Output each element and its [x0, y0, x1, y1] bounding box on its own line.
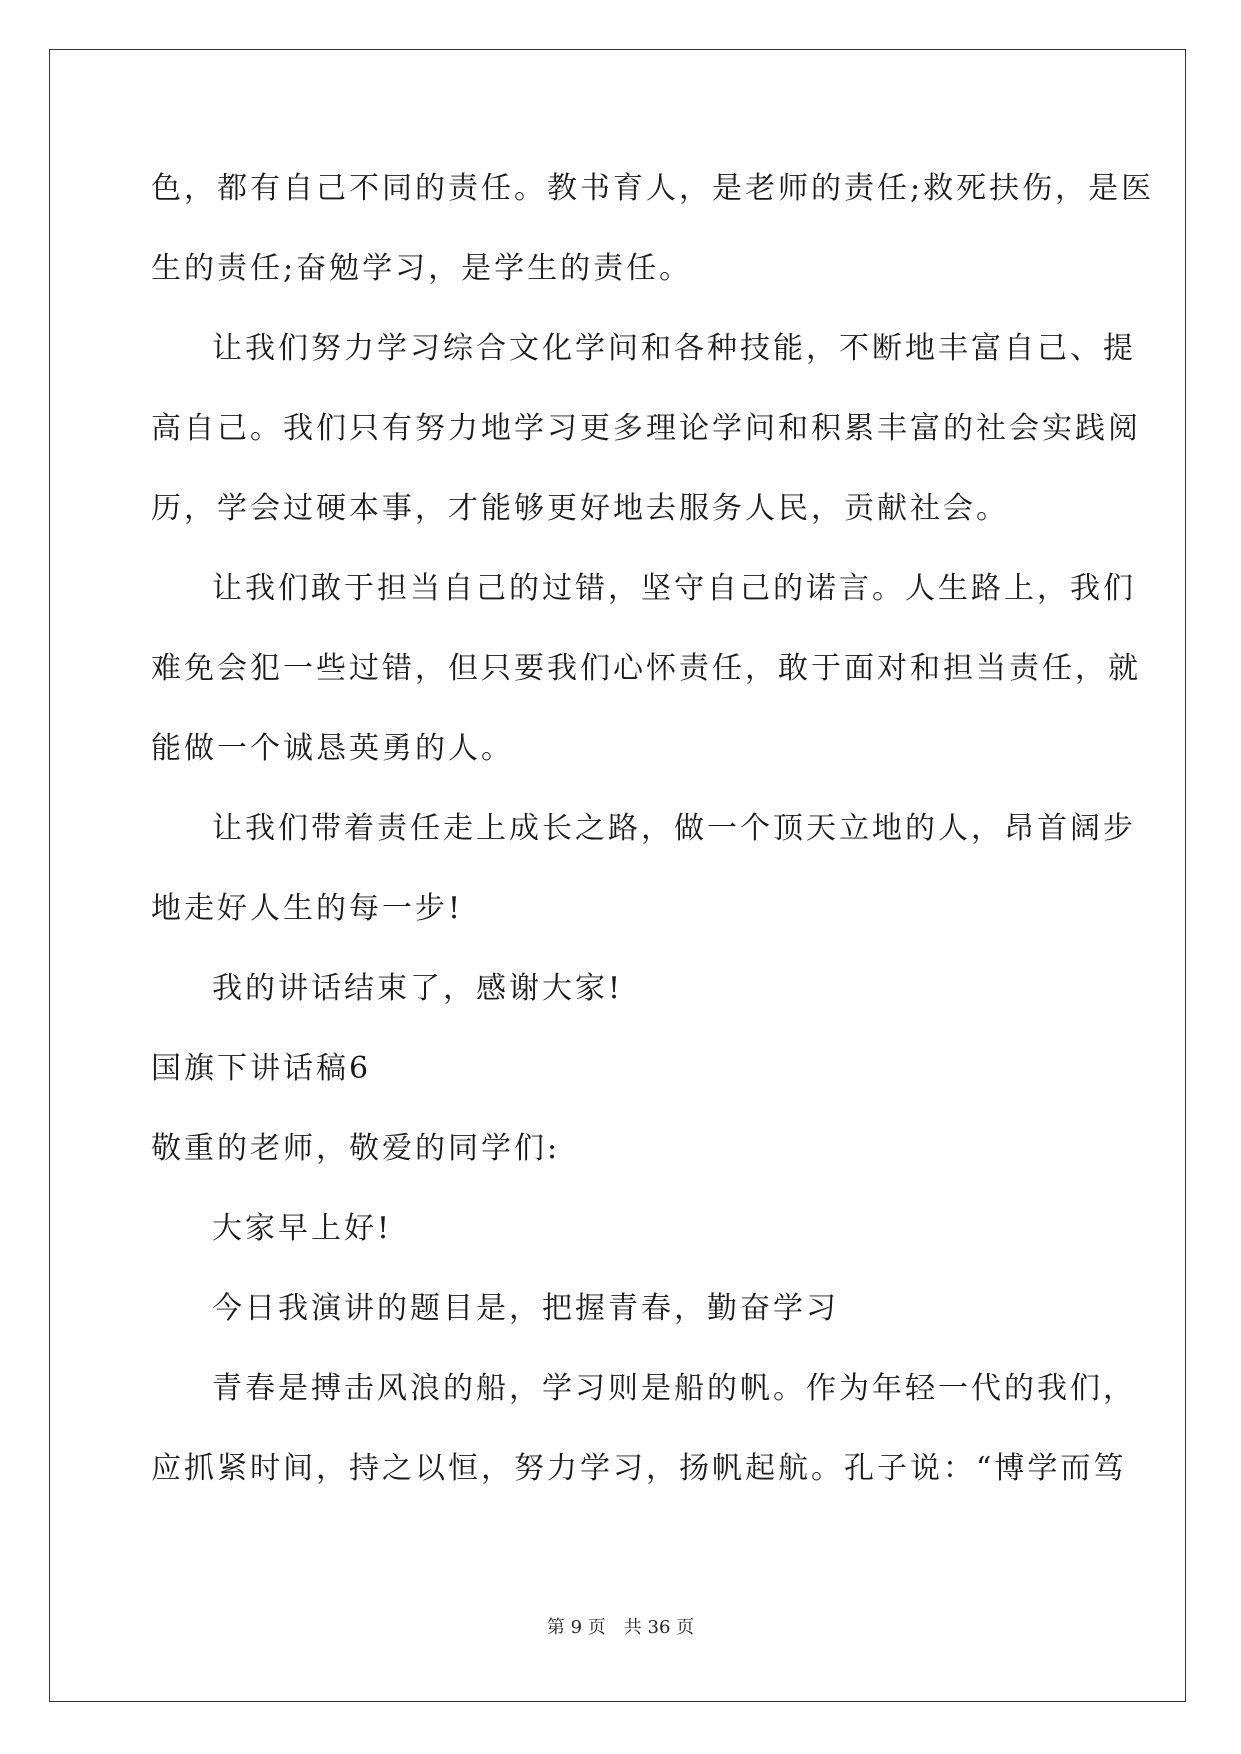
text-line: 青春是搏击风浪的船，学习则是船的帆。作为年轻一代的我们， — [212, 1371, 1136, 1406]
text-line: 难免会犯一些过错，但只要我们心怀责任，敢于面对和担当责任，就 — [151, 651, 1141, 686]
text-line: 让我们敢于担当自己的过错，坚守自己的诺言。人生路上，我们 — [212, 571, 1136, 606]
text-line: 应抓紧时间，持之以恒，努力学习，扬帆起航。孔子说：“博学而笃 — [151, 1451, 1127, 1486]
text-line: 高自己。我们只有努力地学习更多理论学问和积累丰富的社会实践阅 — [151, 411, 1141, 446]
text-line: 大家早上好! — [212, 1211, 393, 1246]
page-total: 共 36 页 — [623, 1617, 695, 1638]
salutation: 敬重的老师，敬爱的同学们: — [151, 1131, 561, 1166]
section-heading: 国旗下讲话稿6 — [151, 1051, 372, 1086]
text-line: 能做一个诚恳英勇的人。 — [151, 731, 514, 766]
page-number: 第 9 页 — [546, 1617, 606, 1638]
text-line: 历，学会过硬本事，才能够更好地去服务人民，贡献社会。 — [151, 491, 1009, 526]
text-line: 我的讲话结束了，感谢大家! — [212, 971, 624, 1006]
text-line: 今日我演讲的题目是，把握青春，勤奋学习 — [212, 1291, 839, 1326]
text-line: 色，都有自己不同的责任。教书育人，是老师的责任;救死扶伤，是医 — [151, 171, 1155, 206]
text-line: 让我们带着责任走上成长之路，做一个顶天立地的人，昂首阔步 — [212, 811, 1136, 846]
page-footer — [0, 1616, 1241, 1640]
text-line: 让我们努力学习综合文化学问和各种技能，不断地丰富自己、提 — [212, 331, 1136, 366]
text-line: 生的责任;奋勉学习，是学生的责任。 — [151, 251, 693, 286]
text-line: 地走好人生的每一步! — [151, 891, 464, 926]
